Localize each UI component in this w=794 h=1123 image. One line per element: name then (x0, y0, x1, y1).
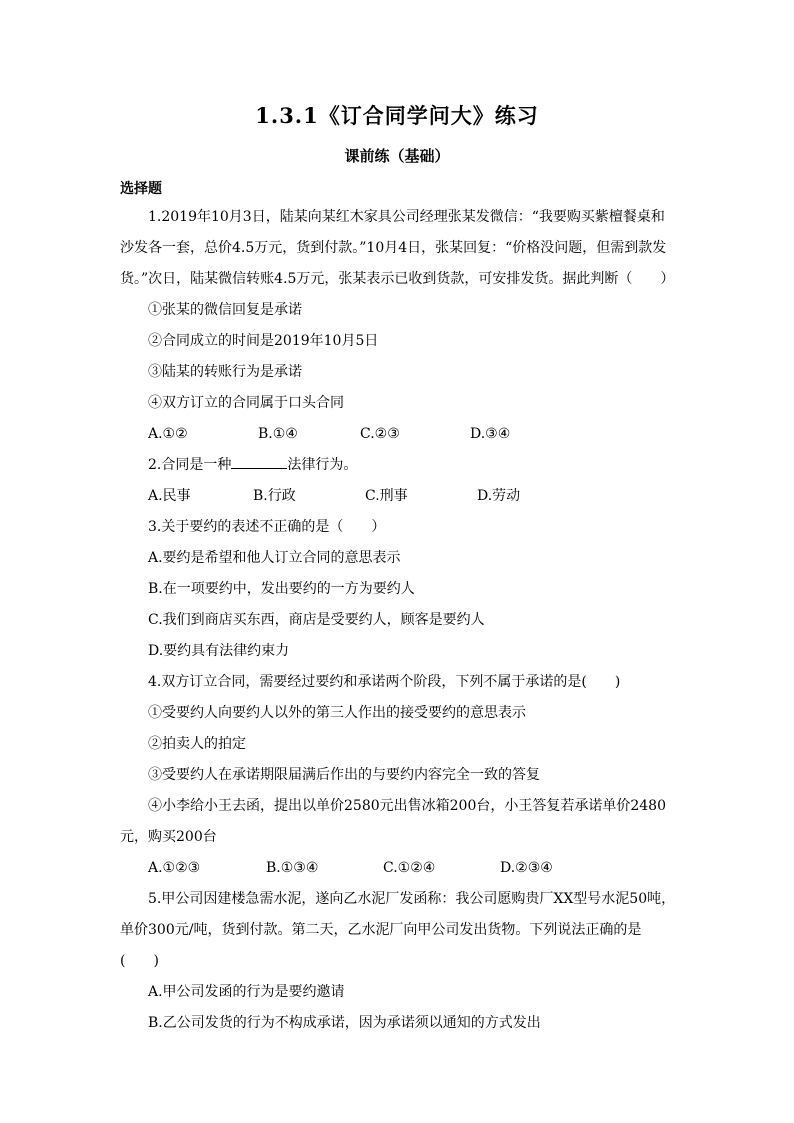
question-2-stem (120, 450, 676, 481)
question-2-stem-after: 法律行为。 (287, 457, 358, 473)
question-5-stem: 5.甲公司因建楼急需水泥，遂向乙水泥厂发函称：我公司愿购贵厂XX型号水泥50吨，单价300元/吨，货到付款。第二天，乙水泥厂向甲公司发出货物。下列说法正确的是( ) (120, 891, 676, 969)
question-2-option-a[interactable]: A.民事 (148, 488, 191, 504)
question-1-stem: 1.2019年10月3日，陆某向某红木家具公司经理张某发微信：“我要购买紫檀餐桌和沙发各一套，总价4.5万元，货到付款。”10月4日，张某回复：“价格没问题，但需到款发货。”次日，陆某微信转账4.5万元，张某表示已收到货款，可安排发货。据此判断（ ） (120, 209, 675, 287)
question-5-option-b[interactable]: B.乙公司发货的行为不构成承诺，因为承诺须以通知的方式发出 (148, 1015, 541, 1031)
question-1-option-a[interactable]: A.①② (148, 426, 188, 442)
document-subtitle: 课前练（基础） (344, 147, 450, 165)
question-4-option-c[interactable]: C.①②④ (383, 860, 436, 876)
question-4-option-b[interactable]: B.①③④ (266, 860, 319, 876)
answer-blank (231, 454, 287, 469)
question-1-statement-4: ④双方订立的合同属于口头合同 (148, 395, 344, 411)
question-4-options (120, 853, 676, 884)
question-2-option-d[interactable]: D.劳动 (477, 488, 521, 504)
question-3-stem: 3.关于要约的表述不正确的是（ ） (148, 519, 386, 535)
question-4-statement-1: ①受要约人向要约人以外的第三人作出的接受要约的意思表示 (148, 705, 526, 721)
question-2-stem-before: 2.合同是一种 (148, 457, 232, 473)
question-1-option-c[interactable]: C.②③ (360, 426, 400, 442)
question-4-option-a[interactable]: A.①②③ (148, 860, 201, 876)
question-3-option-a[interactable]: A.要约是希望和他人订立合同的意思表示 (148, 550, 401, 566)
question-3-option-d[interactable]: D.要约具有法律约束力 (148, 643, 290, 659)
question-4-statement-4: ④小李给小王去函，提出以单价2580元出售冰箱200台，小王答复若承诺单价2480元，购买200台 (120, 798, 666, 845)
question-2-option-b[interactable]: B.行政 (253, 488, 296, 504)
question-5-option-a[interactable]: A.甲公司发函的行为是要约邀请 (148, 984, 345, 1000)
question-3-option-c[interactable]: C.我们到商店买东西，商店是受要约人，顾客是要约人 (148, 612, 485, 628)
question-1-options (120, 419, 676, 450)
question-2-options (120, 481, 676, 512)
question-3-option-b[interactable]: B.在一项要约中，发出要约的一方为要约人 (148, 581, 415, 597)
question-4-statement-2: ②拍卖人的拍定 (148, 736, 246, 752)
document-title: 1.3.1《订合同学问大》练习 (255, 103, 539, 128)
question-1-option-d[interactable]: D.③④ (470, 426, 511, 442)
question-4-stem: 4.双方订立合同，需要经过要约和承诺两个阶段，下列不属于承诺的是( ) (148, 674, 621, 690)
questions-body (120, 202, 676, 1039)
question-4-option-d[interactable]: D.②③④ (500, 860, 553, 876)
question-2-option-c[interactable]: C.刑事 (365, 488, 408, 504)
question-1-statement-2: ②合同成立的时间是2019年10月5日 (148, 333, 379, 349)
question-4-statement-3: ③受要约人在承诺期限届满后作出的与要约内容完全一致的答复 (148, 767, 540, 783)
question-1-statement-3: ③陆某的转账行为是承诺 (148, 364, 302, 380)
question-1-option-b[interactable]: B.①④ (258, 426, 298, 442)
question-1-statement-1: ①张某的微信回复是承诺 (148, 302, 302, 318)
section-heading: 选择题 (120, 181, 162, 197)
